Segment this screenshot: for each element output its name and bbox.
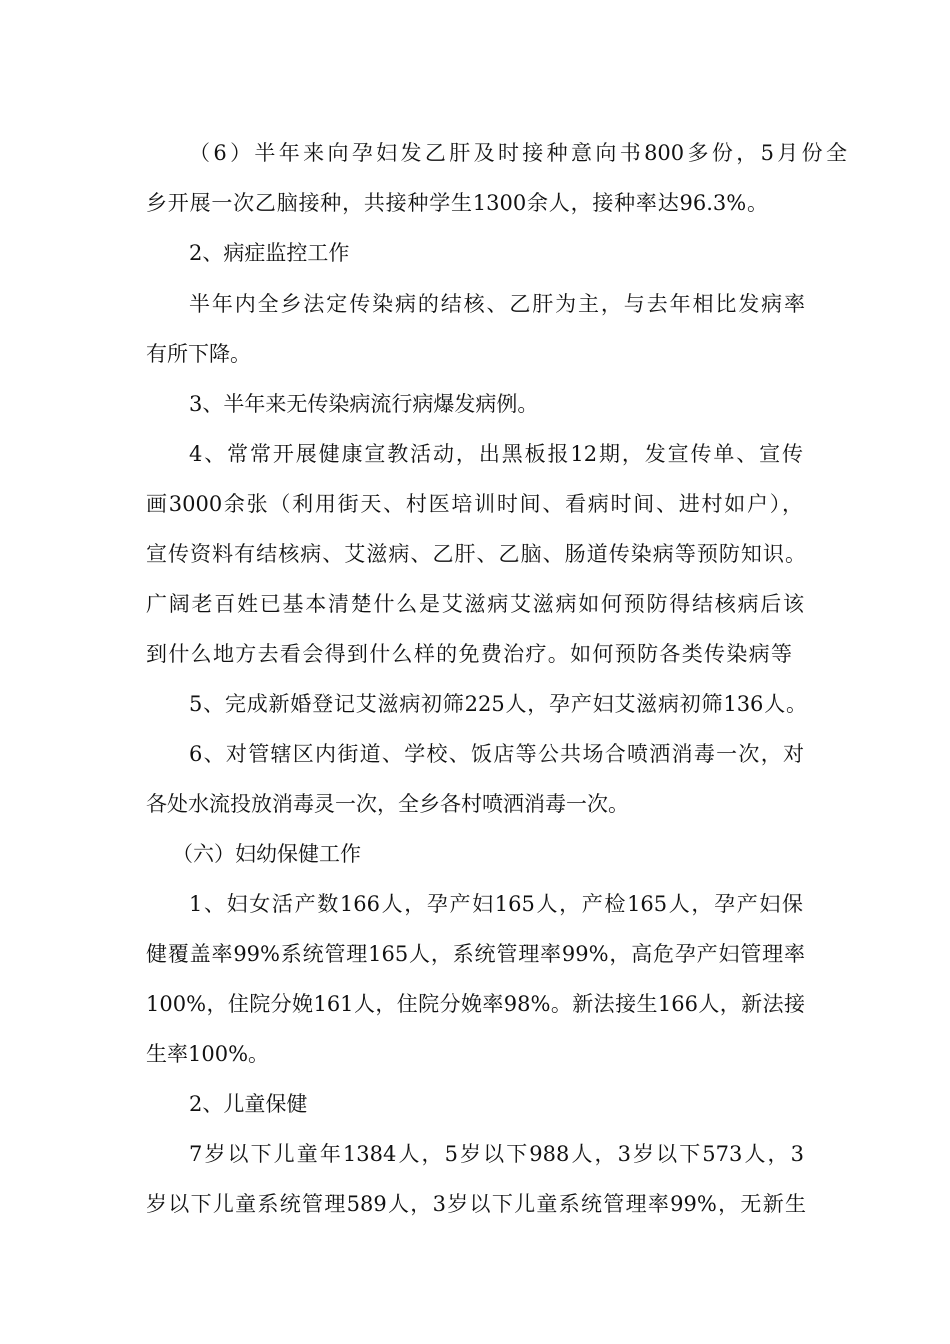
text-line: 100%，住院分娩161人，住院分娩率98%。新法接生166人，新法接 (146, 992, 805, 1016)
text-line: 7岁以下儿童年1384人，5岁以下988人，3岁以下573人，3 (189, 1142, 804, 1166)
text-line: 各处水流投放消毒灵一次，全乡各村喷洒消毒一次。 (146, 792, 629, 816)
text-line: 生率100%。 (146, 1042, 270, 1066)
text-line: 5、完成新婚登记艾滋病初筛225人，孕产妇艾滋病初筛136人。 (189, 692, 807, 716)
text-line: 6、对管辖区内街道、学校、饭店等公共场合喷洒消毒一次，对 (189, 742, 804, 766)
text-line: 乡开展一次乙脑接种，共接种学生1300余人，接种率达96.3%。 (146, 191, 768, 215)
text-line: 1、妇女活产数166人，孕产妇165人，产检165人，孕产妇保 (189, 892, 803, 916)
text-line: 健覆盖率99%系统管理165人，系统管理率99%，高危孕产妇管理率 (146, 942, 805, 966)
text-line: 岁以下儿童系统管理589人，3岁以下儿童系统管理率99%，无新生 (146, 1192, 806, 1216)
text-line: 到什么地方去看会得到什么样的免费治疗。如何预防各类传染病等 (146, 642, 792, 666)
text-line: 画3000余张（利用街天、村医培训时间、看病时间、进村如户）， (146, 492, 803, 516)
text-line: （6）半年来向孕妇发乙肝及时接种意向书800多份，5月份全 (189, 141, 847, 165)
text-line: 3、半年来无传染病流行病爆发病例。 (189, 392, 539, 416)
section-heading: 2、病症监控工作 (189, 241, 350, 265)
text-line: 宣传资料有结核病、艾滋病、乙肝、乙脑、肠道传染病等预防知识。 (146, 542, 806, 566)
text-line: 4、常常开展健康宣教活动，出黑板报12期，发宣传单、宣传 (189, 442, 803, 466)
section-heading: （六）妇幼保健工作 (172, 842, 361, 866)
text-line: 有所下降。 (146, 342, 251, 366)
text-line: 广阔老百姓已基本清楚什么是艾滋病艾滋病如何预防得结核病后该 (146, 592, 804, 616)
text-line: 半年内全乡法定传染病的结核、乙肝为主，与去年相比发病率 (189, 292, 805, 316)
section-heading: 2、儿童保健 (189, 1092, 308, 1116)
